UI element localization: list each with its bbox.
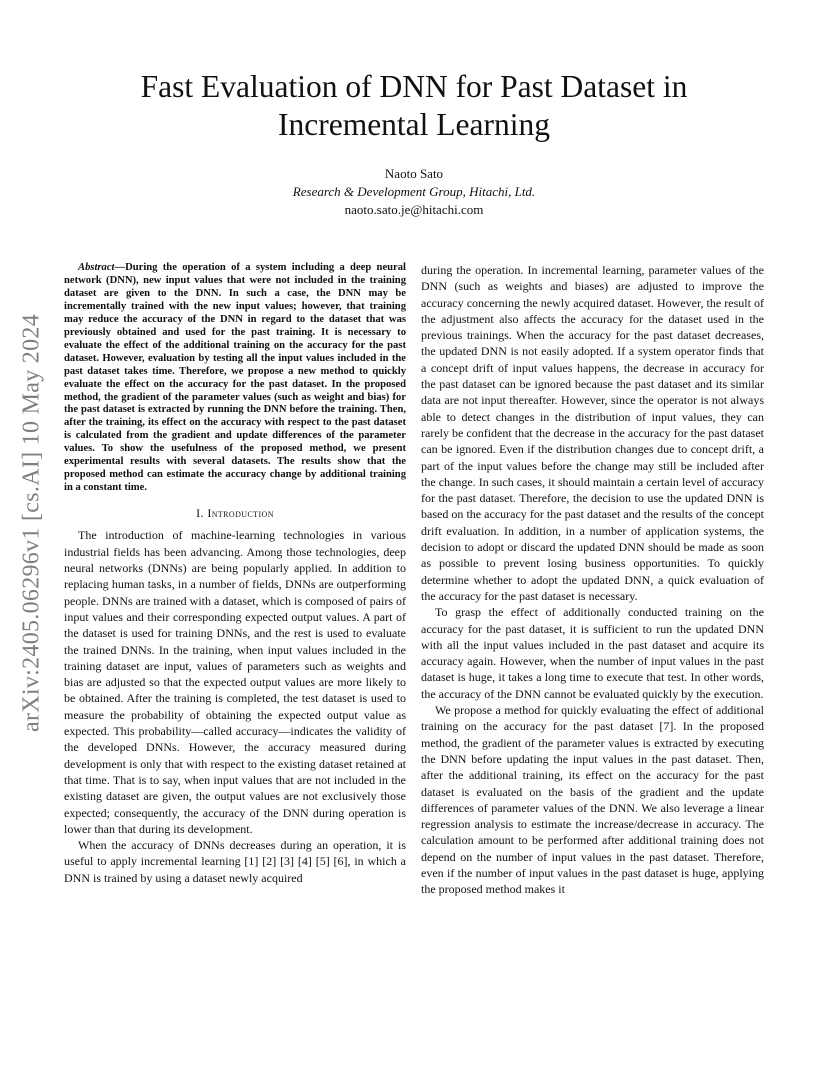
arxiv-identifier-stamp bbox=[14, 288, 50, 758]
intro-paragraph-3: To grasp the effect of additionally conducted training on the accuracy for the past dataset, it is sufficient to run the updated DNN with all the input values included in the past dataset and acquire its accuracy again. However, when the number of input values in the past dataset is huge, it takes a long time to execute that test. In other words, the accuracy of the DNN cannot be evaluated quickly by the execution. bbox=[421, 605, 764, 701]
left-column bbox=[64, 262, 406, 886]
paper-title: Fast Evaluation of DNN for Past Dataset in Incremental Learning bbox=[140, 69, 688, 142]
intro-paragraph-2-continued: during the operation. In incremental learning, parameter values of the DNN (such as weights and biases) are adjusted to improve the accuracy concerning the newly acquired dataset. However, the result of the adjustment also affects the accuracy for the dataset used in the previous trainings. When the accuracy for the past dataset decreases, the updated DNN is not easily adopted. If a system operator finds that a concept drift of input values happens, the decrease in accuracy for the past dataset can be ignored because the past dataset and its similar data are not input thereafter. However, since the operator is not always able to detect changes in the distribution of input values, they can rarely be confident that the decrease in the accuracy for the past dataset can be ignored. Even if the distribution changes due to concept drift, a part of the input values before the change may still be included after the change. In such cases, it should maintain a certain level of accuracy for the past dataset. Therefore, the decision to use the updated DNN is based on the accuracy for the past dataset and the results of the concept drift evaluation. In addition, in a number of application systems, the decision to adopt or discard the updated DNN should be made as soon as possible to prevent losing business opportunities. To quickly determine whether to adopt the updated DNN, a quick evaluation of the accuracy for the past dataset is necessary. bbox=[421, 263, 764, 603]
section-heading-introduction bbox=[64, 505, 406, 521]
abstract bbox=[64, 262, 406, 495]
intro-paragraph-2: When the accuracy of DNNs decreases during an operation, it is useful to apply incremental learning [1] [2] [3] [4] [5] [6], in which a DNN is trained by using a dataset newly acquired bbox=[64, 838, 406, 885]
arxiv-stamp-text: arXiv:2405.06296v1 [cs.AI] 10 May 2024 bbox=[18, 313, 45, 733]
author-block bbox=[150, 165, 678, 219]
abstract-text: —During the operation of a system including a deep neural network (DNN), new input values that were not included in the training dataset are given to the DNN. In such a case, the DNN may be incrementally trained with the new input values; however, that training may reduce the accuracy of the DNN in regard to the dataset that was previously obtained and used for the past training. It is necessary to evaluate the effect of the additional training on the accuracy for the past dataset. However, evaluation by testing all the input values included in the past dataset takes time. Therefore, we propose a new method to quickly evaluate the effect on the accuracy for the past dataset. In the proposed method, the gradient of the parameter values (such as weight and bias) for the past dataset is extracted by running the DNN before the training. Then, after the training, its effect on the accuracy with respect to the past dataset is calculated from the gradient and update differences of the parameter values. To show the usefulness of the proposed method, we present experimental results with several datasets. The results show that the proposed method can estimate the accuracy change by additional training in a constant time. bbox=[64, 262, 406, 494]
section-number: I. bbox=[196, 506, 204, 521]
author-name: Naoto Sato bbox=[384, 166, 444, 181]
author-email: naoto.sato.je@hitachi.com bbox=[344, 202, 484, 217]
right-column bbox=[421, 262, 764, 898]
intro-paragraph-4: We propose a method for quickly evaluating the effect of additional training on the accuracy for the past dataset [7]. In the proposed method, the gradient of the parameter values is extracted by executing the DNN before updating the input values in the past dataset. Then, after the additional training, its effect on the accuracy for the past dataset is evaluated on the basis of the gradient and the update differences of parameter values of the DNN. We also leverage a linear regression analysis to estimate the increase/decrease in accuracy. The calculation amount to be performed after additional training does not depend on the number of input values in the past dataset. Therefore, even if the number of input values in the past dataset is huge, applying the proposed method makes it bbox=[421, 703, 764, 897]
author-affiliation: Research & Development Group, Hitachi, Ltd. bbox=[292, 184, 536, 199]
intro-paragraph-1: The introduction of machine-learning technologies in various industrial fields has been advancing. Among those technologies, deep neural networks (DNNs) are being popularly applied. In addition to replacing human tasks, in a number of fields, DNNs are outperforming people. DNNs are trained with a dataset, which is composed of pairs of input values and their corresponding expected output values. A part of the dataset is used for training DNNs, and the rest is used to evaluate the trained DNNs. In the training, when input values included in the training dataset are input, values of parameters such as weights and bias are adjusted so that the expected output values are more likely to be obtained. After the training is completed, the test dataset is used to measure the probability of obtaining the expected output value as expected. This probability—called accuracy—indicates the validity of the developed DNNs. However, the accuracy measured during development is only that with respect to the existing dataset retained at that time. That is to say, when input values that are not included in the existing dataset are given, the output values are not exclusively those expected; consequently, the accuracy of the DNN during operation is lower than that during its development. bbox=[64, 528, 406, 836]
section-title: Introduction bbox=[207, 506, 274, 521]
abstract-label: Abstract bbox=[78, 262, 115, 273]
